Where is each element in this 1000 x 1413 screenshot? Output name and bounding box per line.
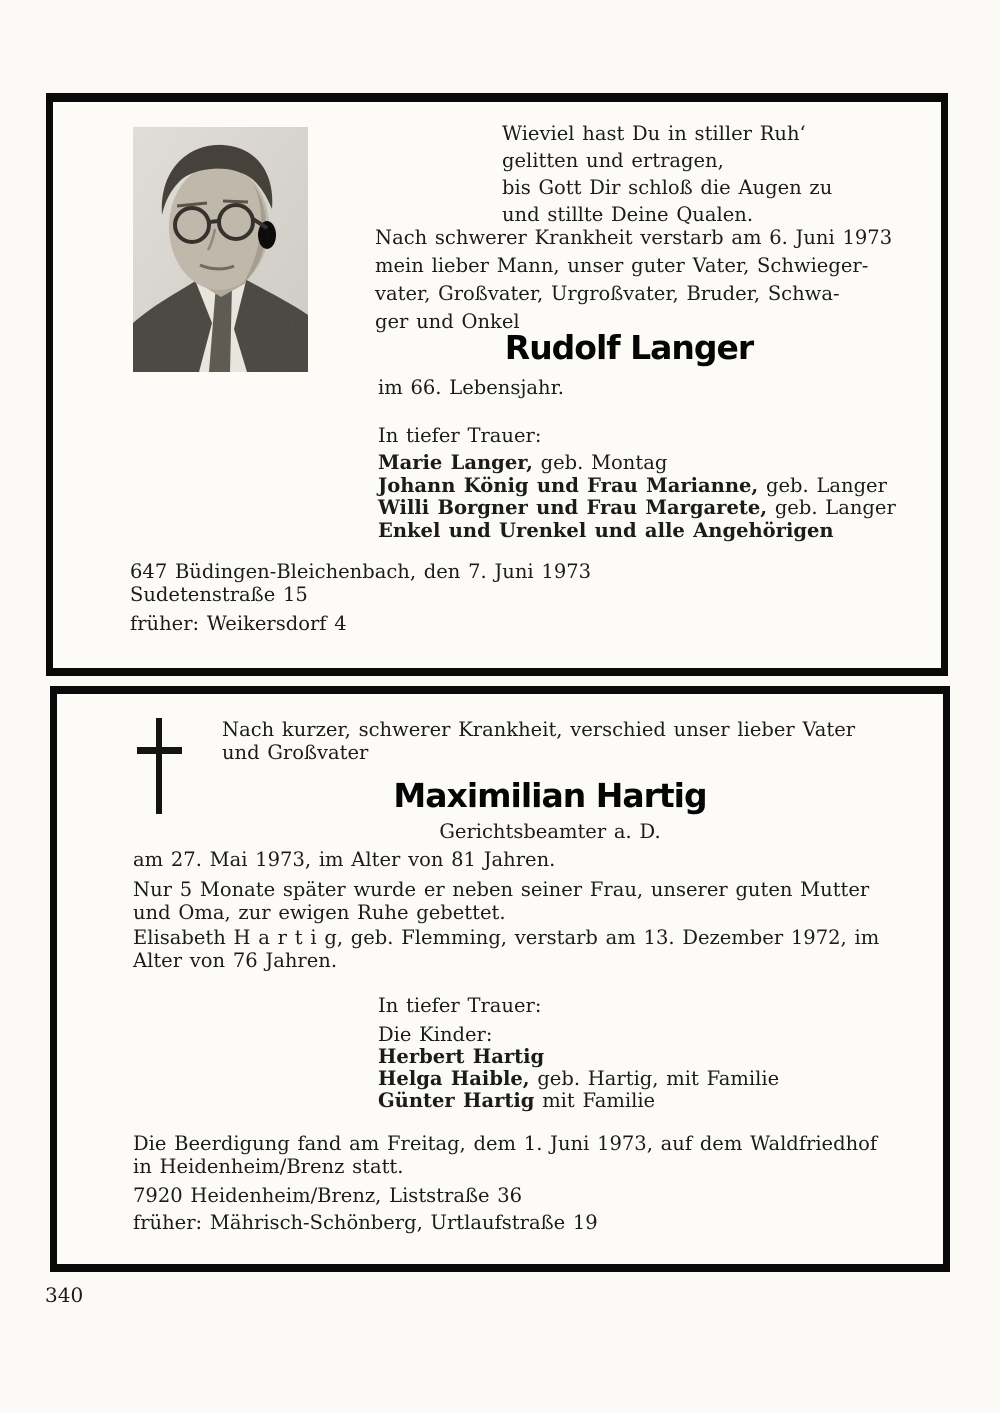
funeral-line: in Heidenheim/Brenz statt. bbox=[133, 1155, 404, 1178]
mourner-name: Enkel und Urenkel und alle Angehörigen bbox=[378, 518, 834, 542]
announcement-line: mein lieber Mann, unser guter Vater, Schwieger- bbox=[375, 254, 869, 277]
mourner-line bbox=[378, 475, 896, 498]
child-name: Günter Hartig bbox=[378, 1089, 535, 1112]
children-label: Die Kinder: bbox=[378, 1023, 493, 1046]
paragraph-line: Alter von 76 Jahren. bbox=[133, 949, 338, 972]
mourner-suffix: geb. Montag bbox=[532, 451, 668, 474]
verse-line: und stillte Deine Qualen. bbox=[502, 203, 754, 226]
deceased-portrait-photo bbox=[133, 127, 308, 372]
child-line bbox=[378, 1090, 779, 1112]
obituary-notice-hartig bbox=[50, 686, 950, 1272]
deceased-name-heading: Maximilian Hartig bbox=[393, 776, 707, 815]
death-announcement-paragraph bbox=[222, 718, 855, 764]
mourner-name: Marie Langer, bbox=[378, 451, 533, 474]
mourner-name: Willi Borgner und Frau Margarete, bbox=[378, 496, 768, 519]
mourner-suffix: geb. Langer bbox=[767, 496, 896, 519]
mourner-name: Johann König und Frau Marianne, bbox=[378, 473, 759, 497]
announcement-line: Nach schwerer Krankheit verstarb am 6. Juni 1973 bbox=[375, 226, 893, 249]
announcement-line: Nach kurzer, schwerer Krankheit, verschied unser lieber Vater bbox=[222, 718, 856, 741]
child-line bbox=[378, 1046, 779, 1068]
mourners-list bbox=[378, 452, 896, 542]
announcement-line: und Großvater bbox=[222, 741, 369, 764]
memorial-verse bbox=[502, 120, 832, 228]
address-line: Sudetenstraße 15 bbox=[130, 583, 308, 606]
announcement-line: vater, Großvater, Urgroßvater, Bruder, Schwa- bbox=[375, 282, 840, 305]
wife-death-paragraph bbox=[133, 926, 879, 972]
address-block bbox=[130, 560, 591, 606]
funeral-paragraph bbox=[133, 1132, 877, 1178]
profession-line: Gerichtsbeamter a. D. bbox=[439, 820, 661, 843]
page-number: 340 bbox=[45, 1283, 84, 1307]
mourner-line bbox=[378, 452, 896, 475]
mourner-suffix: geb. Langer bbox=[758, 473, 887, 497]
verse-line: Wieviel hast Du in stiller Ruh‘ bbox=[502, 122, 806, 145]
deceased-name-heading: Rudolf Langer bbox=[504, 328, 754, 367]
mourner-line bbox=[378, 497, 896, 520]
former-address-line: früher: Weikersdorf 4 bbox=[130, 612, 347, 635]
children-list bbox=[378, 1024, 779, 1112]
paragraph-line: Elisabeth H a r t i g, geb. Flemming, verstarb am 13. Dezember 1972, im bbox=[133, 926, 880, 949]
funeral-line: Die Beerdigung fand am Freitag, dem 1. Juni 1973, auf dem Waldfriedhof bbox=[133, 1132, 878, 1155]
announcement-line: ger und Onkel bbox=[375, 310, 520, 333]
mourner-line bbox=[378, 520, 896, 543]
portrait-photo-illustration bbox=[133, 127, 308, 372]
child-name: Herbert Hartig bbox=[378, 1045, 545, 1068]
address-line: 647 Büdingen-Bleichenbach, den 7. Juni 1973 bbox=[130, 560, 592, 583]
verse-line: gelitten und ertragen, bbox=[502, 149, 724, 172]
paragraph-line: Nur 5 Monate später wurde er neben seiner Frau, unserer guten Mutter bbox=[133, 878, 870, 901]
age-line: im 66. Lebensjahr. bbox=[378, 376, 564, 399]
child-line bbox=[378, 1068, 779, 1090]
death-announcement-paragraph bbox=[375, 224, 892, 336]
verse-line: bis Gott Dir schloß die Augen zu bbox=[502, 176, 833, 199]
mourning-label: In tiefer Trauer: bbox=[378, 994, 542, 1017]
obituary-notice-langer bbox=[46, 93, 948, 676]
mourning-label: In tiefer Trauer: bbox=[378, 424, 542, 447]
address-line: 7920 Heidenheim/Brenz, Liststraße 36 bbox=[133, 1184, 523, 1207]
child-name: Helga Haible, bbox=[378, 1067, 530, 1090]
death-date-line: am 27. Mai 1973, im Alter von 81 Jahren. bbox=[133, 848, 556, 871]
child-suffix: mit Familie bbox=[534, 1089, 656, 1112]
wife-burial-paragraph bbox=[133, 878, 869, 924]
child-suffix: geb. Hartig, mit Familie bbox=[529, 1067, 780, 1090]
former-address-line: früher: Mährisch-Schönberg, Urtlaufstraße 19 bbox=[133, 1211, 598, 1234]
paragraph-line: und Oma, zur ewigen Ruhe gebettet. bbox=[133, 901, 506, 924]
